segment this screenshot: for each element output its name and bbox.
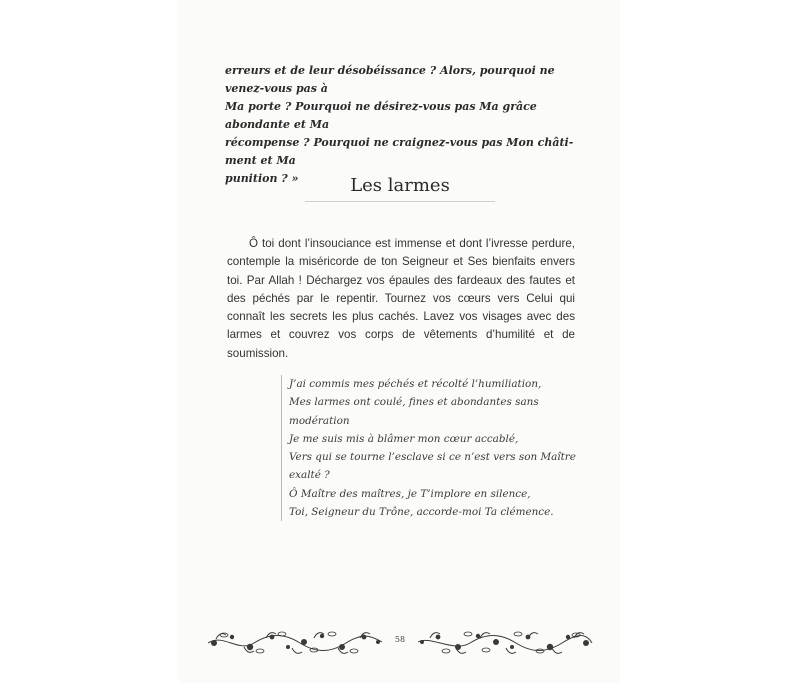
poem-line: Toi, Seigneur du Trône, accorde-moi Ta clémence.: [289, 506, 554, 519]
section-title: Les larmes: [350, 175, 450, 196]
floral-vine-ornament-icon: [204, 627, 384, 657]
intro-line: récompense ? Pourquoi ne craignez-vous pas Mon châti-ment et Ma: [225, 136, 574, 167]
intro-quote: [225, 62, 575, 188]
poem-line: Ô Maître des maîtres, je T’implore en silence,: [289, 487, 531, 500]
floral-vine-ornament-icon: [416, 627, 596, 657]
intro-line: punition ? »: [225, 172, 299, 185]
intro-line: Ma porte ? Pourquoi ne désirez-vous pas Ma grâce abondante et Ma: [225, 100, 537, 131]
page-footer: [204, 627, 596, 657]
body-paragraph: [227, 235, 575, 363]
poem-line: J’ai commis mes péchés et récolté l’humiliation,: [289, 378, 542, 390]
page-number: 58: [394, 635, 406, 644]
intro-line: erreurs et de leur désobéissance ? Alors, pourquoi ne venez-vous pas à: [225, 64, 555, 95]
poem-line: Je me suis mis à blâmer mon cœur accablé,: [289, 432, 519, 445]
title-divider: [305, 201, 495, 202]
paragraph-text: Ô toi dont l’insouciance est immense et dont l’ivresse perdure, contemple la miséricorde de ton Seigneur et Ses bienfaits envers toi. Par Allah ! Déchargez vos épaules des fardeaux des fautes et des péchés par le repentir. Tournez vos cœurs vers Celui qui connaît les secrets les plus cachés. Lavez vos visages avec des larmes et couvrez vos corps de vêtements d’humilité et de soumission.: [227, 237, 575, 360]
poem-line: Mes larmes ont coulé, fines et abondantes sans: [289, 396, 539, 409]
poem-line: Vers qui se tourne l’esclave si ce n’est vers son Maître: [289, 451, 576, 464]
poem-block: [281, 375, 576, 521]
poem-line: exalté ?: [289, 469, 330, 482]
poem-line: modération: [289, 414, 350, 427]
